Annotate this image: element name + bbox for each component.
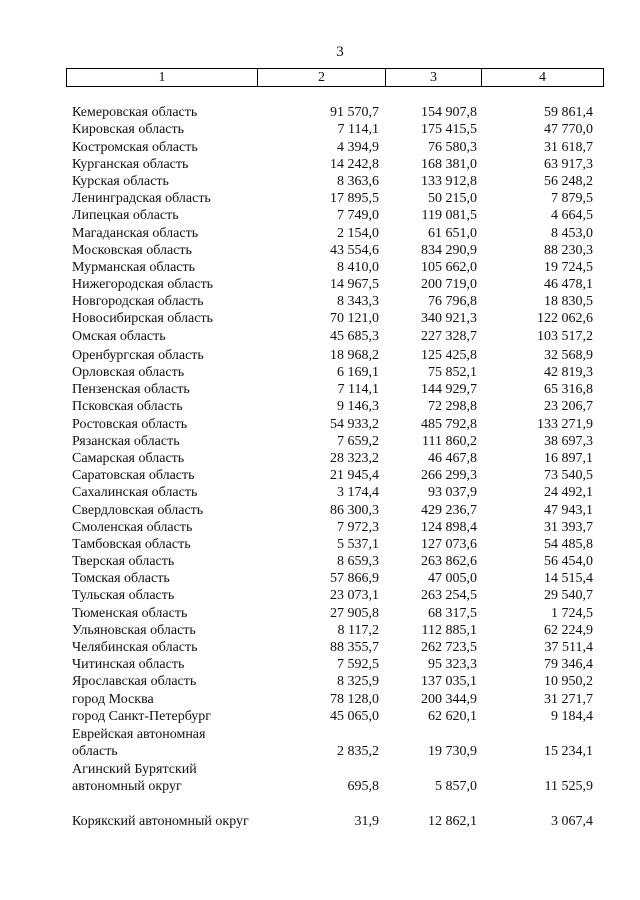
value-col-3: 266 299,3: [421, 468, 477, 484]
table-row: [72, 398, 602, 415]
table-row: [72, 587, 602, 604]
value-col-2: 27 905,8: [330, 605, 379, 621]
value-col-2: 8 343,3: [337, 294, 379, 310]
value-col-2: 43 554,6: [330, 242, 379, 258]
value-col-4: 46 478,1: [544, 277, 593, 293]
region-name: Пензенская область: [72, 382, 190, 398]
header-col-2: 2: [257, 69, 385, 86]
region-name: Читинская область: [72, 657, 185, 673]
value-col-2: 2 835,2: [337, 743, 379, 759]
value-col-3: 263 862,6: [421, 554, 477, 570]
value-col-4: 18 830,5: [544, 294, 593, 310]
value-col-2: 8 325,9: [337, 674, 379, 690]
value-col-4: 7 879,5: [551, 191, 593, 207]
value-col-4: 11 525,9: [544, 778, 593, 794]
value-col-2: 54 933,2: [330, 416, 379, 432]
table-body: [72, 104, 602, 830]
table-row: [72, 639, 602, 656]
value-col-3: 105 662,0: [421, 259, 477, 275]
table-row: [72, 725, 602, 760]
table-row: [72, 190, 602, 207]
table-row: [72, 381, 602, 398]
value-col-4: 24 492,1: [544, 485, 593, 501]
value-col-4: 42 819,3: [544, 365, 593, 380]
table-row: [72, 293, 602, 310]
value-col-3: 76 580,3: [428, 139, 477, 155]
value-col-2: 8 410,0: [337, 259, 379, 275]
table-row: [72, 604, 602, 621]
value-col-4: 15 234,1: [544, 743, 593, 759]
value-col-4: 4 664,5: [551, 208, 593, 224]
header-col-4: 4: [481, 69, 603, 86]
table-row: [72, 327, 602, 344]
region-name: Курская область: [72, 173, 169, 189]
value-col-4: 103 517,2: [537, 328, 593, 344]
value-col-4: 14 515,4: [544, 571, 593, 587]
table-row: [72, 519, 602, 536]
table-row: [72, 708, 602, 725]
value-col-4: 62 224,9: [544, 622, 593, 638]
value-col-3: 46 467,8: [428, 450, 477, 466]
table-row: [72, 156, 602, 173]
region-name: Саратовская область: [72, 468, 195, 484]
table-row: [72, 242, 602, 259]
table-row: [72, 415, 602, 432]
value-col-3: 485 792,8: [421, 416, 477, 432]
value-col-3: 5 857,0: [435, 778, 477, 794]
value-col-4: 1 724,5: [551, 605, 593, 621]
value-col-4: 31 618,7: [544, 139, 593, 155]
value-col-2: 91 570,7: [330, 105, 379, 121]
value-col-3: 263 254,5: [421, 588, 477, 604]
table-row: [72, 484, 602, 501]
value-col-2: 88 355,7: [330, 640, 379, 655]
value-col-2: 31,9: [354, 813, 379, 829]
value-col-4: 3 067,4: [551, 813, 593, 829]
value-col-3: 127 073,6: [421, 536, 477, 552]
region-name: Агинский Бурятский автономный округ: [72, 761, 197, 794]
table-row: [72, 536, 602, 553]
value-col-2: 23 073,1: [330, 588, 379, 604]
value-col-4: 29 540,7: [544, 588, 593, 604]
table-row: [72, 224, 602, 241]
value-col-2: 8 363,6: [337, 173, 379, 189]
region-name: Тульская область: [72, 588, 175, 604]
region-name: Ульяновская область: [72, 622, 196, 638]
value-col-3: 834 290,9: [421, 242, 477, 258]
region-name: Корякский автономный округ: [72, 813, 249, 829]
table-row: [72, 207, 602, 224]
value-col-3: 429 236,7: [421, 502, 477, 518]
region-name: Томская область: [72, 571, 170, 587]
value-col-3: 47 005,0: [428, 571, 477, 587]
value-col-2: 28 323,2: [330, 450, 379, 466]
value-col-3: 340 921,3: [421, 311, 477, 327]
value-col-3: 200 719,0: [421, 277, 477, 293]
value-col-4: 65 316,8: [544, 382, 593, 398]
region-name: Липецкая область: [72, 208, 179, 224]
table-row: [72, 570, 602, 587]
region-name: Новгородская область: [72, 294, 204, 310]
value-col-4: 47 943,1: [544, 502, 593, 518]
table-row: [72, 795, 602, 830]
value-col-3: 75 852,1: [428, 365, 477, 380]
page-number: 3: [336, 44, 344, 60]
value-col-2: 57 866,9: [330, 571, 379, 587]
region-name: Магаданская область: [72, 225, 199, 241]
value-col-4: 56 454,0: [544, 554, 593, 570]
value-col-3: 72 298,8: [428, 399, 477, 415]
value-col-3: 19 730,9: [428, 743, 477, 759]
value-col-4: 88 230,3: [544, 242, 593, 258]
value-col-4: 47 770,0: [544, 122, 593, 138]
value-col-2: 21 945,4: [330, 468, 379, 484]
value-col-4: 122 062,6: [537, 311, 593, 327]
value-col-2: 14 242,8: [330, 156, 379, 172]
value-col-3: 262 723,5: [421, 640, 477, 655]
region-name: Курганская область: [72, 156, 189, 172]
region-name: Еврейская автономная область: [72, 726, 206, 759]
region-name: Свердловская область: [72, 502, 204, 518]
region-name: Сахалинская область: [72, 485, 198, 501]
table-row: [72, 467, 602, 484]
table-row: [72, 760, 602, 795]
region-name: Орловская область: [72, 365, 185, 380]
region-name: Челябинская область: [72, 640, 198, 655]
value-col-4: 38 697,3: [544, 433, 593, 449]
table-header: [66, 68, 604, 87]
table-row: [72, 138, 602, 155]
header-col-3: 3: [385, 69, 481, 86]
region-name: город Санкт-Петербург: [72, 708, 212, 724]
value-col-3: 62 620,1: [428, 708, 477, 724]
table-row: [72, 622, 602, 639]
value-col-3: 93 037,9: [428, 485, 477, 501]
value-col-3: 137 035,1: [421, 674, 477, 690]
table-row: [72, 433, 602, 450]
region-name: Омская область: [72, 328, 166, 344]
region-name: Рязанская область: [72, 433, 180, 449]
value-col-4: 73 540,5: [544, 468, 593, 484]
value-col-4: 79 346,4: [544, 657, 593, 673]
value-col-2: 7 972,3: [337, 519, 379, 535]
value-col-3: 112 885,1: [421, 622, 477, 638]
value-col-3: 111 860,2: [422, 433, 477, 449]
value-col-4: 8 453,0: [551, 225, 593, 241]
value-col-2: 7 114,1: [337, 122, 379, 138]
table-row: [72, 673, 602, 690]
region-name: Нижегородская область: [72, 277, 214, 293]
region-name: Псковская область: [72, 399, 183, 415]
value-col-3: 133 912,8: [421, 173, 477, 189]
table-row: [72, 121, 602, 138]
value-col-3: 61 651,0: [428, 225, 477, 241]
region-name: Костромская область: [72, 139, 198, 155]
value-col-2: 17 895,5: [330, 191, 379, 207]
value-col-3: 125 425,8: [421, 347, 477, 363]
value-col-3: 12 862,1: [428, 813, 477, 829]
value-col-2: 7 114,1: [337, 382, 379, 398]
table-row: [72, 347, 602, 364]
table-row: [72, 450, 602, 467]
region-name: Ярославская область: [72, 674, 197, 690]
value-col-3: 95 323,3: [428, 657, 477, 673]
table-row: [72, 553, 602, 570]
value-col-3: 168 381,0: [421, 156, 477, 172]
value-col-4: 59 861,4: [544, 105, 593, 121]
table-row: [72, 173, 602, 190]
value-col-3: 227 328,7: [421, 328, 477, 344]
value-col-3: 144 929,7: [421, 382, 477, 398]
table-row: [72, 690, 602, 707]
value-col-4: 37 511,4: [544, 640, 593, 655]
value-col-3: 76 796,8: [428, 294, 477, 310]
region-name: Новосибирская область: [72, 311, 213, 327]
region-name: Тюменская область: [72, 605, 188, 621]
value-col-4: 9 184,4: [551, 708, 593, 724]
table-row: [72, 276, 602, 293]
value-col-2: 7 749,0: [337, 208, 379, 224]
value-col-4: 133 271,9: [537, 416, 593, 432]
value-col-4: 31 271,7: [544, 691, 593, 707]
region-name: город Москва: [72, 691, 154, 707]
value-col-3: 200 344,9: [421, 691, 477, 707]
value-col-2: 18 968,2: [330, 347, 379, 363]
value-col-2: 45 685,3: [330, 328, 379, 344]
table-row: [72, 310, 602, 327]
table-row: [72, 104, 602, 121]
value-col-2: 78 128,0: [330, 691, 379, 707]
value-col-3: 68 317,5: [428, 605, 477, 621]
header-col-1: 1: [158, 70, 166, 85]
value-col-3: 50 215,0: [428, 191, 477, 207]
value-col-3: 124 898,4: [421, 519, 477, 535]
value-col-4: 32 568,9: [544, 347, 593, 363]
region-name: Мурманская область: [72, 259, 196, 275]
table-row: [72, 501, 602, 518]
value-col-4: 16 897,1: [544, 450, 593, 466]
value-col-3: 175 415,5: [421, 122, 477, 138]
value-col-3: 154 907,8: [421, 105, 477, 121]
value-col-4: 63 917,3: [544, 156, 593, 172]
value-col-4: 19 724,5: [544, 259, 593, 275]
value-col-4: 23 206,7: [544, 399, 593, 415]
value-col-2: 7 659,2: [337, 433, 379, 449]
value-col-2: 695,8: [347, 778, 379, 794]
region-name: Ростовская область: [72, 416, 188, 432]
region-name: Оренбургская область: [72, 347, 204, 363]
value-col-2: 8 117,2: [337, 622, 379, 638]
region-name: Самарская область: [72, 450, 185, 466]
value-col-4: 10 950,2: [544, 674, 593, 690]
value-col-2: 14 967,5: [330, 277, 379, 293]
value-col-2: 6 169,1: [337, 365, 379, 380]
region-name: Тамбовская область: [72, 536, 191, 552]
value-col-3: 119 081,5: [421, 208, 477, 224]
value-col-2: 7 592,5: [337, 657, 379, 673]
table-row: [72, 364, 602, 381]
value-col-2: 9 146,3: [337, 399, 379, 415]
value-col-4: 54 485,8: [544, 536, 593, 552]
region-name: Кировская область: [72, 122, 185, 138]
value-col-2: 2 154,0: [337, 225, 379, 241]
value-col-2: 86 300,3: [330, 502, 379, 518]
region-name: Смоленская область: [72, 519, 193, 535]
region-name: Ленинградская область: [72, 191, 211, 207]
table-row: [72, 656, 602, 673]
value-col-2: 70 121,0: [330, 311, 379, 327]
value-col-2: 5 537,1: [337, 536, 379, 552]
value-col-4: 31 393,7: [544, 519, 593, 535]
region-name: Тверская область: [72, 554, 175, 570]
value-col-2: 3 174,4: [337, 485, 379, 501]
value-col-2: 8 659,3: [337, 554, 379, 570]
value-col-4: 56 248,2: [544, 173, 593, 189]
region-name: Кемеровская область: [72, 105, 198, 121]
value-col-2: 45 065,0: [330, 708, 379, 724]
value-col-2: 4 394,9: [337, 139, 379, 155]
table-row: [72, 259, 602, 276]
region-name: Московская область: [72, 242, 192, 258]
